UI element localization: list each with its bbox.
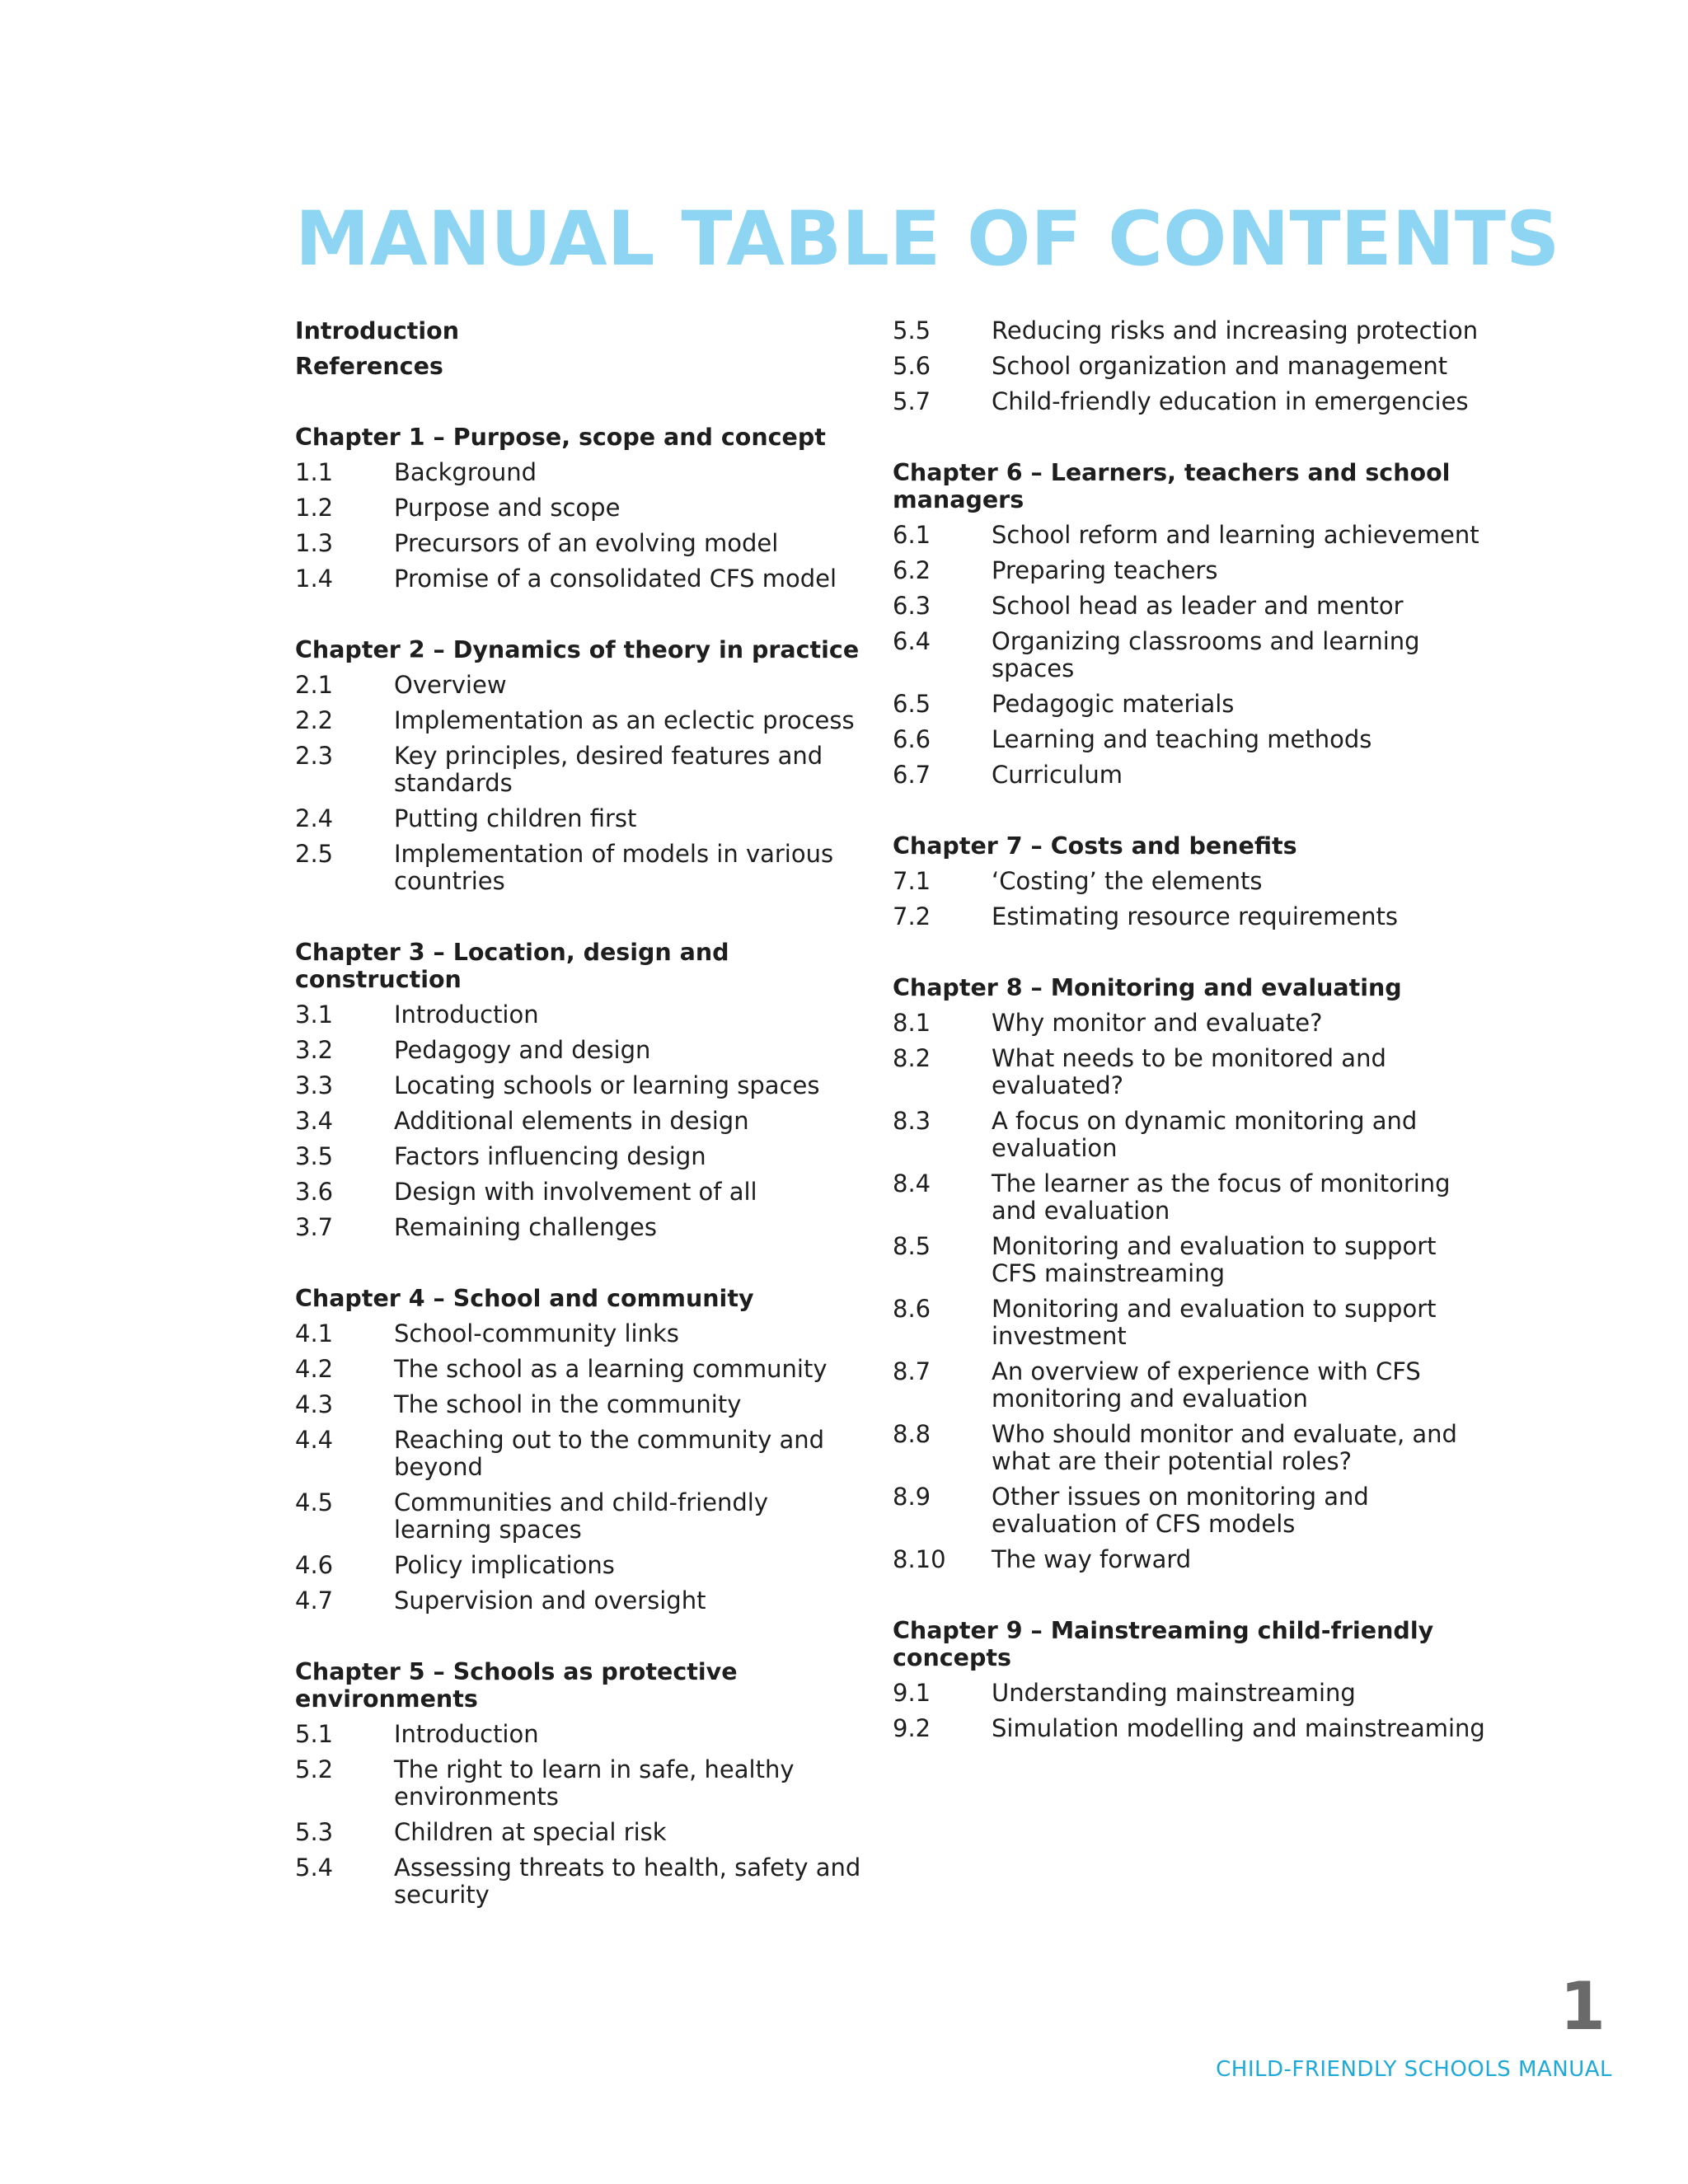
section-title: Pedagogy and design xyxy=(394,1036,651,1064)
section-number: 8.5 xyxy=(893,1232,931,1260)
chapter-heading[interactable]: Chapter 3 – Location, design and construction xyxy=(295,939,729,993)
section-title: Child-friendly education in emergencies xyxy=(992,387,1469,415)
section-number: 5.7 xyxy=(893,387,931,415)
section-title: An overview of experience with CFS monitoring and evaluation xyxy=(992,1357,1421,1413)
toc-section-entry[interactable] xyxy=(295,455,872,490)
section-title: Communities and child-friendly learning spaces xyxy=(394,1488,769,1544)
toc-section-entry[interactable] xyxy=(893,1041,1486,1104)
section-number: 8.8 xyxy=(893,1420,931,1448)
section-title: Simulation modelling and mainstreaming xyxy=(992,1714,1485,1742)
toc-section-entry[interactable] xyxy=(893,1417,1486,1479)
section-title: What needs to be monitored and evaluated? xyxy=(992,1044,1386,1099)
toc-section-entry[interactable] xyxy=(893,1354,1486,1417)
toc-section-entry[interactable] xyxy=(893,1675,1486,1711)
section-title: Who should monitor and evaluate, and what are their potential roles? xyxy=(992,1420,1457,1475)
toc-section-entry[interactable] xyxy=(893,1711,1486,1746)
toc-chapter xyxy=(295,1654,872,1913)
section-number: 2.3 xyxy=(295,742,334,770)
toc-section-entry[interactable] xyxy=(295,1210,872,1245)
toc-section-entry[interactable] xyxy=(295,997,872,1033)
section-number: 6.4 xyxy=(893,627,931,655)
toc-chapter xyxy=(295,419,872,597)
toc-section-entry[interactable] xyxy=(295,1548,872,1583)
page-title: MANUAL TABLE OF CONTENTS xyxy=(295,196,1560,283)
section-number: 6.3 xyxy=(893,592,931,620)
section-title: School-community links xyxy=(394,1319,679,1347)
section-number: 1.2 xyxy=(295,494,334,522)
toc-section-entry[interactable] xyxy=(893,1166,1486,1229)
chapter-heading[interactable]: Chapter 4 – School and community xyxy=(295,1285,754,1312)
toc-chapter xyxy=(295,632,872,899)
section-title: Supervision and oversight xyxy=(394,1586,706,1615)
chapter-heading[interactable]: Chapter 2 – Dynamics of theory in practice xyxy=(295,636,860,663)
section-number: 8.4 xyxy=(893,1169,931,1197)
section-title: A focus on dynamic monitoring and evaluation xyxy=(992,1107,1418,1162)
toc-section-entry[interactable] xyxy=(893,864,1486,899)
section-title: Organizing classrooms and learning spaces xyxy=(992,627,1420,682)
toc-section-entry[interactable] xyxy=(295,801,872,837)
section-title: The right to learn in safe, healthy environments xyxy=(394,1755,795,1811)
section-number: 2.2 xyxy=(295,706,334,734)
section-title: School organization and management xyxy=(992,352,1448,380)
chapter-heading[interactable]: Chapter 6 – Learners, teachers and school managers xyxy=(893,459,1451,513)
toc-chapter xyxy=(893,828,1486,935)
section-number: 5.1 xyxy=(295,1720,334,1748)
section-title: Purpose and scope xyxy=(394,494,621,522)
chapter-heading[interactable]: Chapter 9 – Mainstreaming child-friendly concepts xyxy=(893,1617,1434,1671)
section-title: Monitoring and evaluation to support CFS mainstreaming xyxy=(992,1232,1437,1287)
section-number: 6.1 xyxy=(893,521,931,549)
section-number: 2.5 xyxy=(295,840,334,868)
section-title: The way forward xyxy=(992,1545,1192,1573)
section-title: Key principles, desired features and standards xyxy=(394,742,823,797)
section-number: 3.2 xyxy=(295,1036,334,1064)
section-title: Implementation as an eclectic process xyxy=(394,706,855,734)
toc-section-entry[interactable] xyxy=(295,668,872,703)
section-number: 4.4 xyxy=(295,1426,334,1454)
toc-section-entry[interactable] xyxy=(295,738,872,801)
toc-chapter xyxy=(295,1281,872,1619)
section-title: Additional elements in design xyxy=(394,1107,749,1135)
toc-section-entry[interactable] xyxy=(295,1583,872,1619)
chapter-heading[interactable]: Chapter 1 – Purpose, scope and concept xyxy=(295,424,826,451)
section-title: Assessing threats to health, safety and security xyxy=(394,1854,861,1909)
toc-right-column xyxy=(893,313,1486,1746)
section-number: 7.1 xyxy=(893,867,931,895)
section-number: 8.7 xyxy=(893,1357,931,1385)
section-number: 3.5 xyxy=(295,1142,334,1170)
section-number: 5.5 xyxy=(893,316,931,344)
section-number: 6.6 xyxy=(893,725,931,753)
toc-section-entry[interactable] xyxy=(893,687,1486,722)
section-number: 4.6 xyxy=(295,1551,334,1579)
toc-section-entry[interactable] xyxy=(295,837,872,899)
toc-section-entry[interactable] xyxy=(295,1316,872,1352)
section-number: 1.1 xyxy=(295,458,334,486)
left-chapter-list xyxy=(295,419,872,1913)
section-number: 8.9 xyxy=(893,1483,931,1511)
section-title: Reducing risks and increasing protection xyxy=(992,316,1479,344)
section-number: 6.5 xyxy=(893,690,931,718)
toc-section-entry[interactable] xyxy=(893,624,1486,687)
toc-section-entry[interactable] xyxy=(893,349,1486,384)
section-number: 3.4 xyxy=(295,1107,334,1135)
toc-section-entry[interactable] xyxy=(295,1352,872,1387)
section-number: 8.1 xyxy=(893,1009,931,1037)
section-number: 9.1 xyxy=(893,1679,931,1707)
section-number: 3.6 xyxy=(295,1178,334,1206)
section-title: Introduction xyxy=(394,1720,539,1748)
section-title: Introduction xyxy=(394,1001,539,1029)
section-number: 5.4 xyxy=(295,1854,334,1882)
toc-section-entry[interactable] xyxy=(295,1387,872,1422)
section-title: Overview xyxy=(394,671,507,699)
section-number: 9.2 xyxy=(893,1714,931,1742)
toc-section-entry[interactable] xyxy=(893,313,1486,349)
toc-section-entry[interactable] xyxy=(295,1104,872,1139)
toc-chapter xyxy=(893,1613,1486,1746)
section-title: Design with involvement of all xyxy=(394,1178,757,1206)
section-title: Remaining challenges xyxy=(394,1213,657,1241)
section-title: Estimating resource requirements xyxy=(992,902,1399,930)
toc-section-entry[interactable] xyxy=(295,1717,872,1752)
section-number: 4.2 xyxy=(295,1355,334,1383)
section-title: Learning and teaching methods xyxy=(992,725,1372,753)
toc-section-entry[interactable] xyxy=(893,384,1486,419)
section-title: Why monitor and evaluate? xyxy=(992,1009,1323,1037)
toc-section-entry[interactable] xyxy=(295,1068,872,1104)
toc-section-entry[interactable] xyxy=(893,1104,1486,1166)
toc-section-entry[interactable] xyxy=(295,1485,872,1548)
section-number: 4.1 xyxy=(295,1319,334,1347)
section-title: Other issues on monitoring and evaluation of CFS models xyxy=(992,1483,1369,1538)
section-title: The school in the community xyxy=(394,1390,742,1418)
toc-section-entry[interactable] xyxy=(295,1139,872,1174)
right-chapter-list xyxy=(893,313,1486,1746)
toc-left-column xyxy=(295,313,872,1913)
section-title: Understanding mainstreaming xyxy=(992,1679,1356,1707)
toc-section-entry[interactable] xyxy=(295,703,872,738)
toc-chapter xyxy=(295,935,872,1245)
section-number: 4.5 xyxy=(295,1488,334,1516)
section-number: 8.6 xyxy=(893,1295,931,1323)
toc-section-entry[interactable] xyxy=(893,722,1486,757)
section-title: Putting children first xyxy=(394,804,637,832)
chapter-heading[interactable]: Chapter 8 – Monitoring and evaluating xyxy=(893,974,1402,1001)
section-title: The learner as the focus of monitoring and evaluation xyxy=(992,1169,1451,1225)
section-title: Precursors of an evolving model xyxy=(394,529,779,557)
running-footer: CHILD-FRIENDLY SCHOOLS MANUAL xyxy=(1216,2057,1612,2082)
chapter-heading[interactable]: Chapter 5 – Schools as protective environments xyxy=(295,1658,738,1713)
toc-section-entry[interactable] xyxy=(295,1422,872,1485)
section-number: 1.3 xyxy=(295,529,334,557)
toc-section-entry[interactable] xyxy=(295,526,872,561)
section-title: Preparing teachers xyxy=(992,556,1218,584)
section-number: 4.7 xyxy=(295,1586,334,1615)
section-number: 6.7 xyxy=(893,761,931,789)
toc-section-entry[interactable] xyxy=(295,1033,872,1068)
toc-section-entry[interactable] xyxy=(893,1479,1486,1542)
front-matter xyxy=(295,313,872,384)
section-title: Monitoring and evaluation to support investment xyxy=(992,1295,1437,1350)
toc-section-entry[interactable] xyxy=(295,1174,872,1210)
toc-section-entry[interactable] xyxy=(295,1850,872,1913)
toc-section-entry[interactable] xyxy=(295,490,872,526)
section-title: Curriculum xyxy=(992,761,1123,789)
section-number: 2.1 xyxy=(295,671,334,699)
section-number: 5.6 xyxy=(893,352,931,380)
chapter-heading[interactable]: Chapter 7 – Costs and benefits xyxy=(893,832,1297,860)
toc-section-entry[interactable] xyxy=(893,553,1486,588)
section-number: 8.3 xyxy=(893,1107,931,1135)
section-number: 5.2 xyxy=(295,1755,334,1783)
section-number: 1.4 xyxy=(295,565,334,593)
section-title: Policy implications xyxy=(394,1551,615,1579)
toc-section-entry[interactable] xyxy=(893,899,1486,935)
section-title: Factors influencing design xyxy=(394,1142,706,1170)
section-number: 5.3 xyxy=(295,1818,334,1846)
toc-section-entry[interactable] xyxy=(295,1752,872,1815)
section-title: The school as a learning community xyxy=(394,1355,828,1383)
section-number: 6.2 xyxy=(893,556,931,584)
section-title: School head as leader and mentor xyxy=(992,592,1404,620)
section-number: 8.10 xyxy=(893,1545,946,1573)
toc-section-entry[interactable] xyxy=(295,561,872,597)
toc-section-entry[interactable] xyxy=(893,1542,1486,1577)
section-title: Implementation of models in various countries xyxy=(394,840,834,895)
section-title: ‘Costing’ the elements xyxy=(992,867,1263,895)
section-number: 7.2 xyxy=(893,902,931,930)
section-title: Locating schools or learning spaces xyxy=(394,1071,820,1099)
toc-section-entry[interactable] xyxy=(893,757,1486,793)
toc-section-entry[interactable] xyxy=(893,1229,1486,1291)
toc-section-entry[interactable] xyxy=(893,588,1486,624)
toc-entry-references[interactable]: References xyxy=(295,353,443,380)
section-number: 3.1 xyxy=(295,1001,334,1029)
section-title: Pedagogic materials xyxy=(992,690,1235,718)
section-title: Background xyxy=(394,458,537,486)
toc-chapter xyxy=(893,970,1486,1577)
toc-chapter xyxy=(893,455,1486,793)
section-title: School reform and learning achievement xyxy=(992,521,1479,549)
section-number: 2.4 xyxy=(295,804,334,832)
section-title: Children at special risk xyxy=(394,1818,667,1846)
section-number: 3.3 xyxy=(295,1071,334,1099)
section-title: Promise of a consolidated CFS model xyxy=(394,565,837,593)
section-number: 3.7 xyxy=(295,1213,334,1241)
toc-section-entry[interactable] xyxy=(295,1815,872,1850)
section-number: 8.2 xyxy=(893,1044,931,1072)
section-number: 4.3 xyxy=(295,1390,334,1418)
toc-section-entry[interactable] xyxy=(893,1005,1486,1041)
section-title: Reaching out to the community and beyond xyxy=(394,1426,825,1481)
page-number: 1 xyxy=(1559,1968,1606,2045)
toc-section-entry[interactable] xyxy=(893,1291,1486,1354)
toc-section-entry[interactable] xyxy=(893,518,1486,553)
toc-entry-introduction[interactable]: Introduction xyxy=(295,317,459,344)
toc-chapter xyxy=(893,313,1486,419)
